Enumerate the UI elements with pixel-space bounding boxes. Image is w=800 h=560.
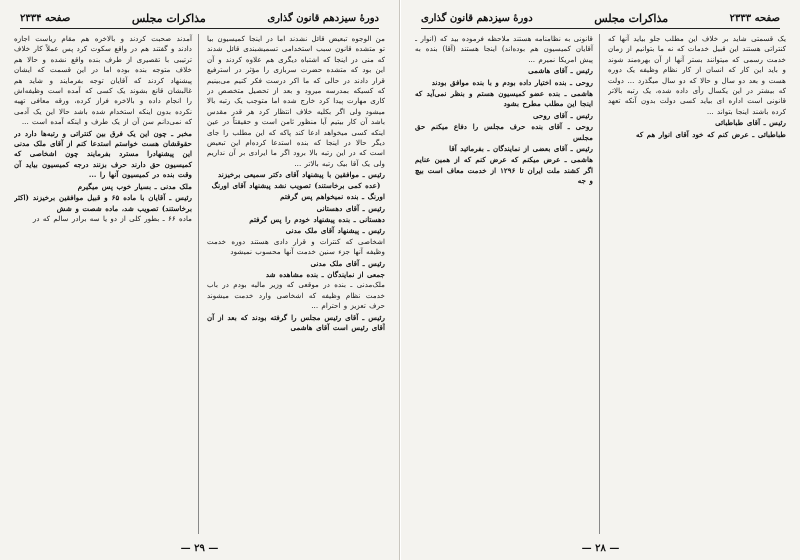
speaker-line: ملک مدنی ـ بسیار خوب پس میگیرم — [77, 181, 192, 191]
right-page-header — [421, 8, 780, 29]
left-page-header — [20, 8, 379, 29]
speaker-line: رئیس ـ آقایان با ماده ۶۵ و قبیل موافقین برخیزند (اکثر برخاستند) تصویب شد، ماده شصت و شش — [14, 193, 192, 213]
right-header-title: مذاکرات مجلس — [594, 11, 669, 25]
speaker-line: هاشمی ـ عرض میکنم که عرض کنم که از همین عنایم اگر کشند ملت ایران تا ۱۲۹۶ از خدمت معاف است بیچ و جه — [415, 155, 594, 186]
speaker-line: رئیس ـ آقای دهستانی — [316, 203, 385, 213]
speaker-line: رئیس ـ آقای طباطبائی — [715, 118, 786, 128]
right-header-term: دورهٔ سیزدهم قانون گذاری — [421, 12, 533, 24]
left-header-page-label: صفحه ۲۳۳۴ — [20, 12, 71, 24]
right-page — [400, 0, 800, 560]
speaker-line: رئیس ـ موافقین با پیشنهاد آقای دکتر سمیعی برخیزند — [218, 170, 385, 180]
right-header-page-label: صفحه ۲۳۳۳ — [729, 12, 780, 24]
speaker-line: رئیس ـ آقای روحی — [532, 110, 593, 120]
paragraph: یک قسمتی شاید بر خلاف این مطلب جلو بیاید آنها که کنتراتی هستند این قبیل خدمات که نه ما بتوانیم از زمان خدمت رسمی که میتوانند بستر آنها از آن بهره‌مند شوند و باید این کار که انسان از کار نظام وظیفه یک دوره هست و بعد دو سال و حالا که دو سال میگذرد ... — [608, 34, 786, 85]
speaker-line: اورنگ ـ بنده نمیخواهم پس گرفتم — [280, 192, 385, 202]
left-page-right-column — [207, 34, 385, 534]
speaker-line: روحی ـ بنده اختیار داده بودم و با بنده موافق بودند — [431, 77, 593, 87]
paragraph: دولت که بیشتر در این یکسال رأی داده شده، یک رتبه بالاتر قانونی است اداره ای بیاید کسی دولت بدون آنکه تعهد کرده باشند اینجا بتواند ... — [608, 75, 786, 116]
speaker-line: مخبر ـ چون این یک فرق بین کنتراتی و رتبه‌ها دارد در حقوقشان هست خواستم استدعا کنم از آقای ملک مدنی این پیشنهادرا مسترد بفرمایند چون اشخاصی که کمیسیون حق دارند حرف بزنند درجه کمیسیون بیاید آن وقت بنده در کمیسیون آنها را ... — [14, 128, 192, 180]
paragraph: اشخاصی که کنترات و قرار دادی هستند دوره خدمت وظیفه آنها جزء سنین خدمت آنها محسوب نمیشود — [207, 236, 385, 257]
speaker-line: رئیس ـ آقای هاشمی — [528, 66, 593, 76]
speaker-line: طباطبائی ـ عرض کنم که خود آقای انوار هم که — [635, 129, 786, 139]
speaker-line: رئیس ـ آقای بعضی از نمایندگان ـ بفرمائید آقا — [449, 144, 593, 154]
speaker-line: دهستانی ـ بنده پیشنهاد خودم را پس گرفتم — [249, 214, 385, 224]
left-header-title: مذاکرات مجلس — [131, 11, 206, 25]
speaker-line: رئیس ـ آقای ملک مدنی — [310, 258, 385, 268]
speaker-line: رئیس ـ آقای رئیس مجلس را گرفته بودند که بعد از آن آقای رئیس است آقای هاشمی — [207, 312, 385, 332]
right-page-left-column — [415, 34, 600, 534]
speaker-line: هاشمی ـ بنده عضو کمیسیون هستم و بنظر نمی‌آید که اینجا این مطلب مطرح بشود — [415, 89, 593, 109]
vote-line: (عده کمی برخاستند) تصویب نشد پیشنهاد آقای اورنگ — [211, 180, 381, 190]
paragraph: آمدند صحبت کردند و بالاخره هم مقام ریاست اجازه دادند و گفتند هم در واقع سکوت کرد پس عملاً کار خلاف ترتیبی با تقصیری از طرف بنده واقع نشده و حالا هم خلاف متوجه بنده بوده اما در این قسمت که ایشان پیشنهاد کردند که آقایان توجه بفرمایند و شاید هم غالبشان قانع بشوند — [14, 34, 192, 96]
paragraph: حالا در اینجا که بنده استدعا کرده‌ام این تبعیض است که در این رتبه بالا برود اگر ما ایرادی بر آن نداریم ولی یک آقا بیک رتبه بالاتر ... — [207, 138, 385, 168]
left-header-term: دورهٔ سیزدهم قانون گذاری — [267, 12, 379, 24]
speaker-line: رئیس ـ پیشنهاد آقای ملک مدنی — [285, 226, 385, 236]
left-page-number: — ۲۹ — — [180, 543, 219, 554]
left-page-left-column — [14, 34, 199, 534]
paragraph: یک کسی که آمده است وظیفه‌اش را انجام داده و بالاخره فراز کرده، ورقه معافی تهیه نکرده بدون اینکه استخدام شده باشد حالا این یک آدمی که نمی‌دانم سن آن از یک طرف و اینکه آمده است ... — [14, 86, 192, 127]
page-number-value: ۲۹ — [194, 543, 205, 554]
paragraph: ملک‌مدنی ـ بنده در موقعی که وزیر مالیه بودم در باب خدمت نظام وظیفه که اشخاصی وارد خدمت میشوند حرف تعزیز و احترام ... — [207, 280, 385, 311]
speaker-line: روحی ـ آقای بنده حرف مجلس را دفاع میکنم حق مجلس — [415, 122, 593, 142]
left-page-columns — [14, 34, 385, 534]
paragraph: من الوجوه تبعیض قائل نشدند اما در اینجا کمیسیون بیا تو متشده قانون سبب استخدامی تسمیشبندی قائل شدند که منی در اینجا که اشتباه دیگری هم علاوه کردند و آن این بود که متشده حضرت سربازی را مؤثر در استرفیع قرار دادند در حالی که ما اکر درست فکر کنیم می‌بینیم که کسیکه بمدرسه میرود و بعد از تحصیل متخصص در کاری مهارت پیدا کرد خارج شده اما متوجب یک رتبه بالا میشود ولی اگر بکلیه خلاف انتظار کرد هر قدر مقدس باشد آن کار بیتیم آیا منظور ثامن است و حقیقتاً در عین اینکه کسی میخواهد ادعا کند پاکه که این مطلب را جای دیگر — [207, 34, 385, 148]
right-page-columns — [415, 34, 786, 534]
speaker-line: جمعی از نمایندگان ـ بنده مشاهده شد — [265, 269, 385, 279]
page-number-value: ۲۸ — [595, 543, 606, 554]
paragraph: ماده ۶۶ ـ بطور کلی از دو یا سه برادر سالم که در — [32, 213, 192, 223]
right-page-right-column — [608, 34, 786, 534]
right-page-number: — ۲۸ — — [581, 543, 620, 554]
paragraph: قانونی به نظامنامه هستند ملاحظه فرموده بید که (انوار ـ آقایان کمیسیون هم بوده‌اند) اینجا هستند (آقا) بنده به پیش امریکا نمیرم ... — [415, 34, 593, 64]
